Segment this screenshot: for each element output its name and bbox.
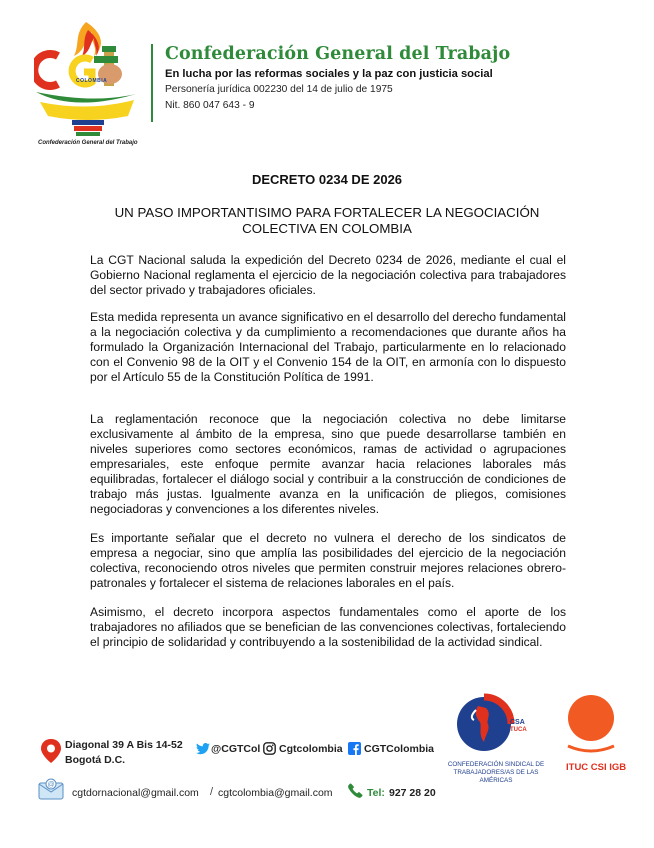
address-line-2: Bogotá D.C.	[65, 754, 126, 766]
email-primary[interactable]: cgtdornacional@gmail.com	[72, 787, 199, 799]
header-divider	[151, 44, 153, 122]
csa-name-line-1: CONFEDERACIÓN SINDICAL DE	[447, 761, 545, 768]
phone-icon	[348, 783, 363, 798]
decree-title: DECRETO 0234 DE 2026	[251, 172, 403, 187]
phone-label: Tel:	[367, 787, 385, 799]
org-motto: En lucha por las reformas sociales y la paz con justicia social	[165, 68, 493, 80]
tuca-acronym: TUCA	[510, 727, 527, 733]
paragraph-3: La reglamentación reconoce que la negociación colectiva no debe limitarse exclusivamente al ámbito de la empresa, sino que puede desarrollarse también en niveles superiores como sectores económicos, ramas de actividad o agrupaciones empresariales, este enfoque permite avanzar hacia relaciones laborales más equilibradas, fortalecer el diálogo social y contribuir a la construcción de condiciones de trabajo más justas. Igualmente avanza en la unificación de pliegos, comisiones negociadoras y convenciones a los diferentes niveles.	[90, 412, 566, 516]
address-line-1: Diagonal 39 A Bis 14-52	[65, 739, 183, 751]
logo-caption: Confederación General del Trabajo	[38, 140, 138, 146]
decree-subtitle: UN PASO IMPORTANTISIMO PARA FORTALECER LA NEGOCIACIÓN COLECTIVA EN COLOMBIA	[114, 205, 540, 236]
ituc-logo	[564, 692, 618, 756]
instagram-handle[interactable]: Cgtcolombia	[279, 743, 343, 755]
email-icon	[38, 778, 64, 800]
instagram-icon	[263, 742, 276, 755]
cgt-torch-emblem	[34, 20, 142, 150]
cgt-logo	[34, 20, 142, 150]
email-separator: /	[210, 786, 214, 798]
csa-full-name	[438, 761, 554, 785]
nit-number: Nit. 860 047 643 - 9	[165, 100, 255, 111]
facebook-handle[interactable]: CGTColombia	[364, 743, 434, 755]
paragraph-4: Es importante señalar que el decreto no vulnera el derecho de los sindicatos de empresa a negociar, sino que amplía las posibilidades del ejercicio de la negociación colectiva, reconociendo otros niveles que permiten construir mejores relaciones obrero-patronales y fortalecer el sistema de relaciones laborales en el país.	[90, 531, 566, 590]
paragraph-1: La CGT Nacional saluda la expedición del Decreto 0234 de 2026, mediante el cual el Gobierno Nacional reglamenta el ejercicio de la negociación colectiva para trabajadores del sector privado y trabajadores oficiales.	[90, 253, 566, 297]
twitter-icon	[196, 743, 210, 755]
svg-text:@: @	[47, 781, 55, 789]
location-pin-icon	[40, 738, 62, 764]
logo-country-label: COLOMBIA	[76, 78, 108, 84]
paragraph-2: Esta medida representa un avance significativo en el desarrollo del derecho fundamental a la negociación colectiva y da cumplimiento a recomendaciones que durante años ha formulado la Organización Internacional del Trabajo, particularmente en lo relacionado con el Convenio 98 de la OIT y el Convenio 154 de la OIT, en armonía con lo dispuesto por el Artículo 55 de la Constitución Política de 1991.	[90, 310, 566, 384]
csa-acronym: CSA	[510, 719, 525, 726]
phone-number[interactable]: 927 28 20	[389, 787, 436, 799]
ituc-label: ITUC CSI IGB	[566, 762, 627, 773]
legal-status: Personería jurídica 002230 del 14 de julio de 1975	[165, 84, 393, 95]
org-name: Confederación General del Trabajo	[165, 44, 511, 64]
twitter-handle[interactable]: @CGTCol	[211, 743, 261, 755]
facebook-icon	[348, 742, 361, 755]
paragraph-5: Asimismo, el decreto incorpora aspectos fundamentales como el aporte de los trabajadores no afiliados que se benefician de las convenciones colectivas, fortaleciendo el principio de solidaridad y contribuyendo a la sostenibilidad de la actividad sindical.	[90, 605, 566, 649]
csa-name-line-2: TRABAJADORES/AS DE LAS AMÉRICAS	[453, 769, 539, 784]
email-secondary[interactable]: cgtcolombia@gmail.com	[218, 787, 333, 799]
